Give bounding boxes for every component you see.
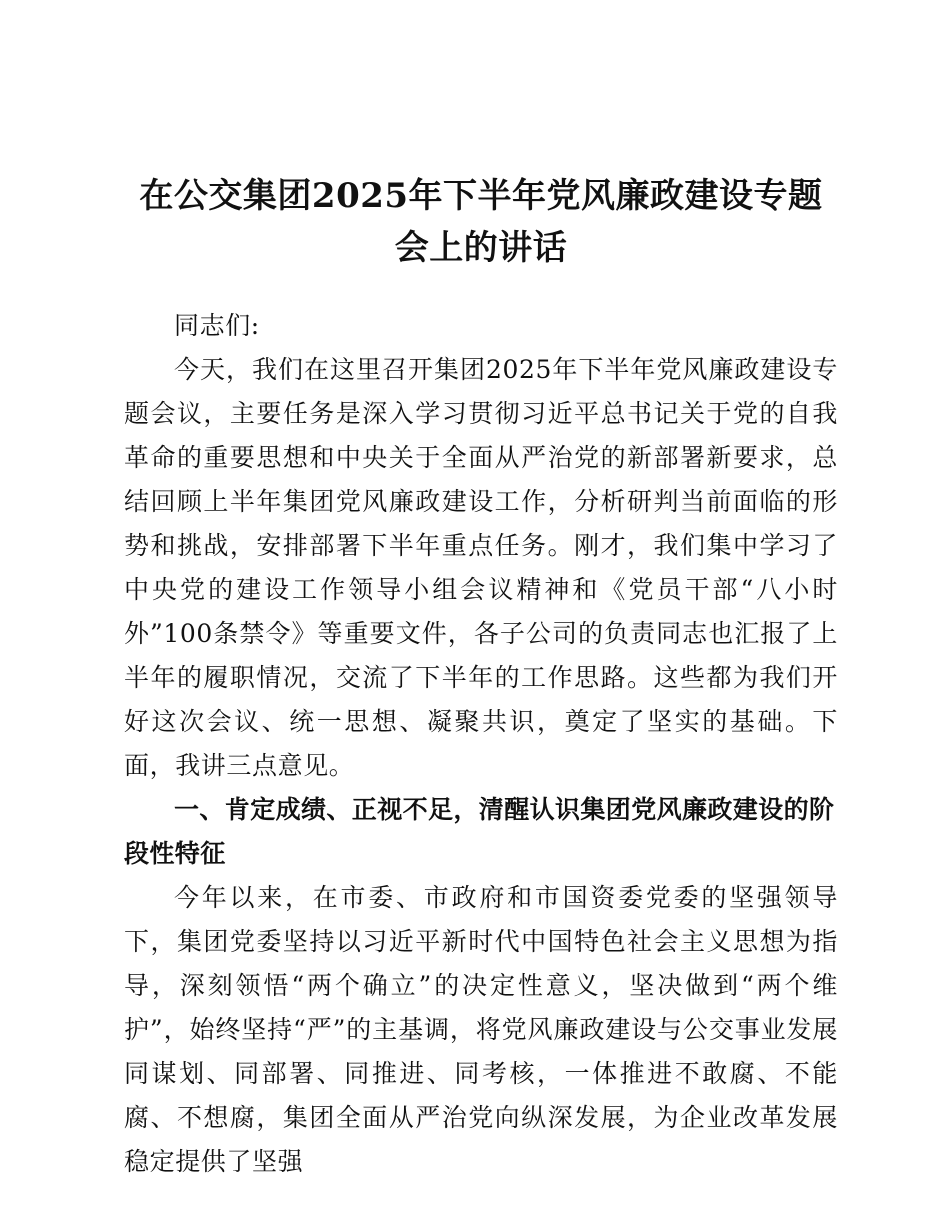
salutation: 同志们: bbox=[174, 311, 260, 340]
section-heading-1: 一、肯定成绩、正视不足，清醒认识集团党风廉政建设的阶段性特征 bbox=[124, 795, 835, 868]
document-title: 在公交集团2025年下半年党风廉政建设专题会上的讲话 bbox=[139, 176, 823, 268]
body-paragraph-2: 今年以来，在市委、市政府和市国资委党委的坚强领导下，集团党委坚持以习近平新时代中国特色社会主义思想为指导，深刻领悟“两个确立”的决定性意义，坚决做到“两个维护”，始终坚持“严”的主基调，将党风廉政建设与公交事业发展同谋划、同部署、同推进、同考核，一体推进不敢腐、不能腐、不想腐，集团全面从严治党向纵深发展，为企业改革发展稳定提供了坚强 bbox=[124, 883, 838, 1176]
body-paragraph-1: 今天，我们在这里召开集团2025年下半年党风廉政建设专题会议，主要任务是深入学习贯彻习近平总书记关于党的自我革命的重要思想和中央关于全面从严治党的新部署新要求，总结回顾上半年集团党风廉政建设工作，分析研判当前面临的形势和挑战，安排部署下半年重点任务。刚才，我们集中学习了中央党的建设工作领导小组会议精神和《党员干部“八小时外”100条禁令》等重要文件，各子公司的负责同志也汇报了上半年的履职情况，交流了下半年的工作思路。这些都为我们开好这次会议、统一思想、凝聚共识，奠定了坚实的基础。下面，我讲三点意见。 bbox=[124, 355, 838, 780]
